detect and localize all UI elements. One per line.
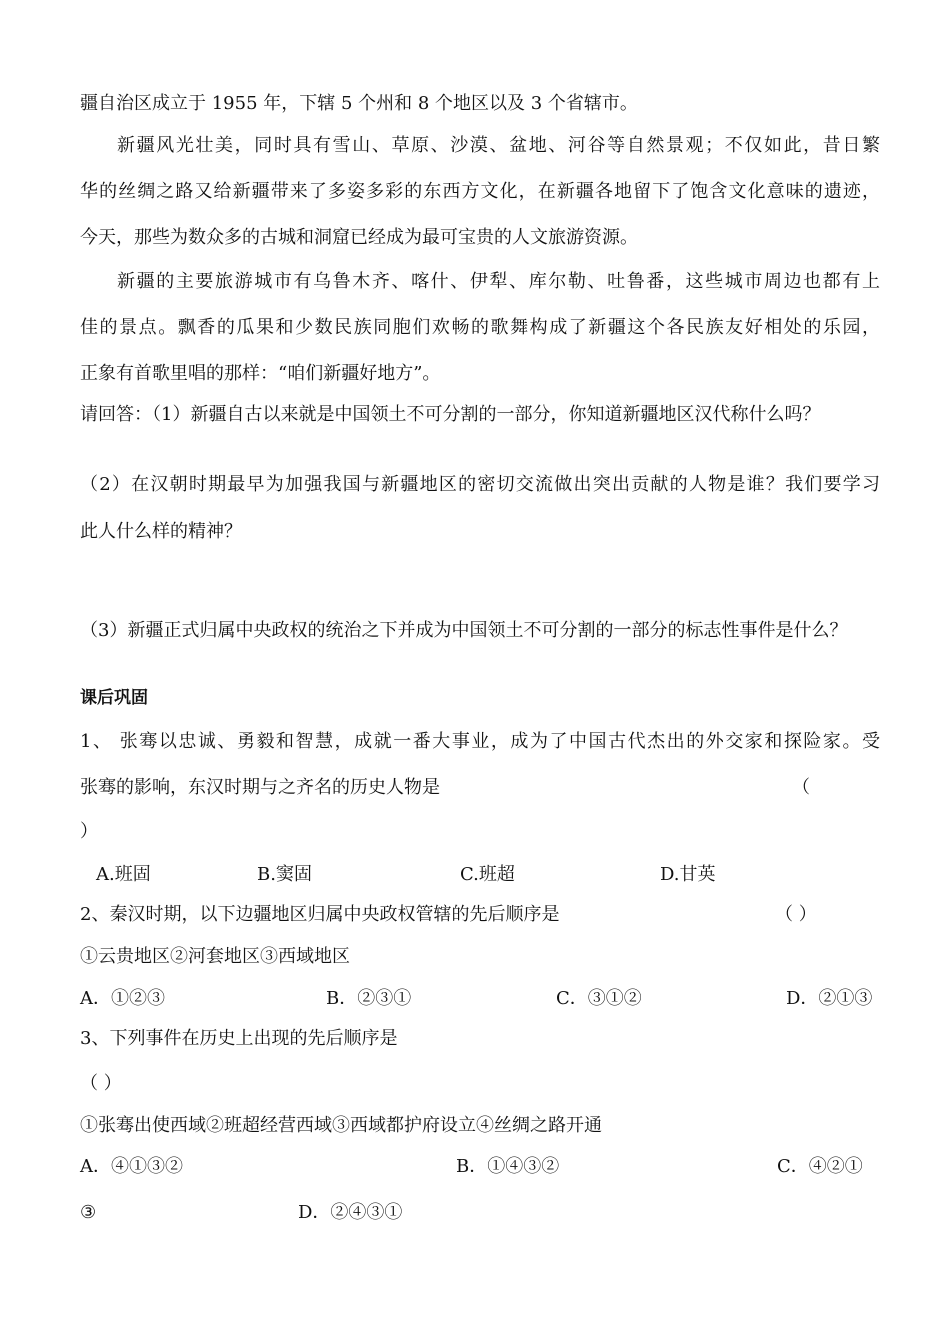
option-c: C.班超 <box>460 864 515 885</box>
exercise-3-stem: 3、下列事件在历史上出现的先后顺序是 <box>80 1028 398 1049</box>
section-title: 课后巩固 <box>80 688 148 708</box>
option-a: A.班固 <box>96 864 151 885</box>
question-2: （2）在汉朝时期最早为加强我国与新疆地区的密切交流做出突出贡献的人物是谁？我们要学习 <box>80 474 880 495</box>
exercise-2-stem: 2、秦汉时期，以下边疆地区归属中央政权管辖的先后顺序是 <box>80 904 560 925</box>
answer-paren-open: （ <box>792 777 810 798</box>
passage-line: 疆自治区成立于 1955 年，下辖 5 个州和 8 个地区以及 3 个省辖市。 <box>80 93 638 114</box>
passage-line: 华的丝绸之路又给新疆带来了多姿多彩的东西方文化，在新疆各地留下了饱含文化意味的遗迹， <box>80 181 880 202</box>
option-b: B．②③① <box>326 988 412 1009</box>
option-b: B.窦固 <box>257 864 312 885</box>
passage-line: 今天，那些为数众多的古城和洞窟已经成为最可宝贵的人文旅游资源。 <box>80 227 638 248</box>
option-c-cont: ③ <box>80 1202 97 1223</box>
option-d: D．②①③ <box>786 988 873 1009</box>
answer-paren-close: ） <box>80 821 98 842</box>
option-a: A．①②③ <box>80 988 165 1009</box>
option-a: A．④①③② <box>80 1156 183 1177</box>
exercise-1-stem: 1、 张骞以忠诚、勇毅和智慧，成就一番大事业，成为了中国古代杰出的外交家和探险家。受 <box>80 731 880 752</box>
option-b: B．①④③② <box>456 1156 560 1177</box>
answer-paren: （ ） <box>775 904 817 925</box>
passage-line: 新疆的主要旅游城市有乌鲁木齐、喀什、伊犁、库尔勒、吐鲁番，这些城市周边也都有上 <box>117 271 880 292</box>
option-d: D.甘英 <box>660 864 716 885</box>
exercise-1-stem-cont: 张骞的影响，东汉时期与之齐名的历史人物是 <box>80 777 440 798</box>
question-3: （3）新疆正式归属中央政权的统治之下并成为中国领土不可分割的一部分的标志性事件是什么？ <box>80 620 848 641</box>
passage-line: 新疆风光壮美，同时具有雪山、草原、沙漠、盆地、河谷等自然景观；不仅如此，昔日繁 <box>117 135 880 156</box>
passage-line: 佳的景点。飘香的瓜果和少数民族同胞们欢畅的歌舞构成了新疆这个各民族友好相处的乐园， <box>80 317 880 338</box>
option-d: D．②④③① <box>298 1202 403 1223</box>
question-2-cont: 此人什么样的精神？ <box>80 521 242 542</box>
exercise-2-items: ①云贵地区②河套地区③西域地区 <box>80 946 350 967</box>
question-1: 请回答：（1）新疆自古以来就是中国领土不可分割的一部分，你知道新疆地区汉代称什么吗？ <box>80 404 821 425</box>
exercise-3-items: ①张骞出使西域②班超经营西域③西域都护府设立④丝绸之路开通 <box>80 1115 602 1136</box>
answer-paren: （ ） <box>80 1073 122 1094</box>
passage-line: 正象有首歌里唱的那样：“咱们新疆好地方”。 <box>80 363 441 384</box>
option-c: C．③①② <box>556 988 642 1009</box>
option-c: C．④②① <box>777 1156 863 1177</box>
